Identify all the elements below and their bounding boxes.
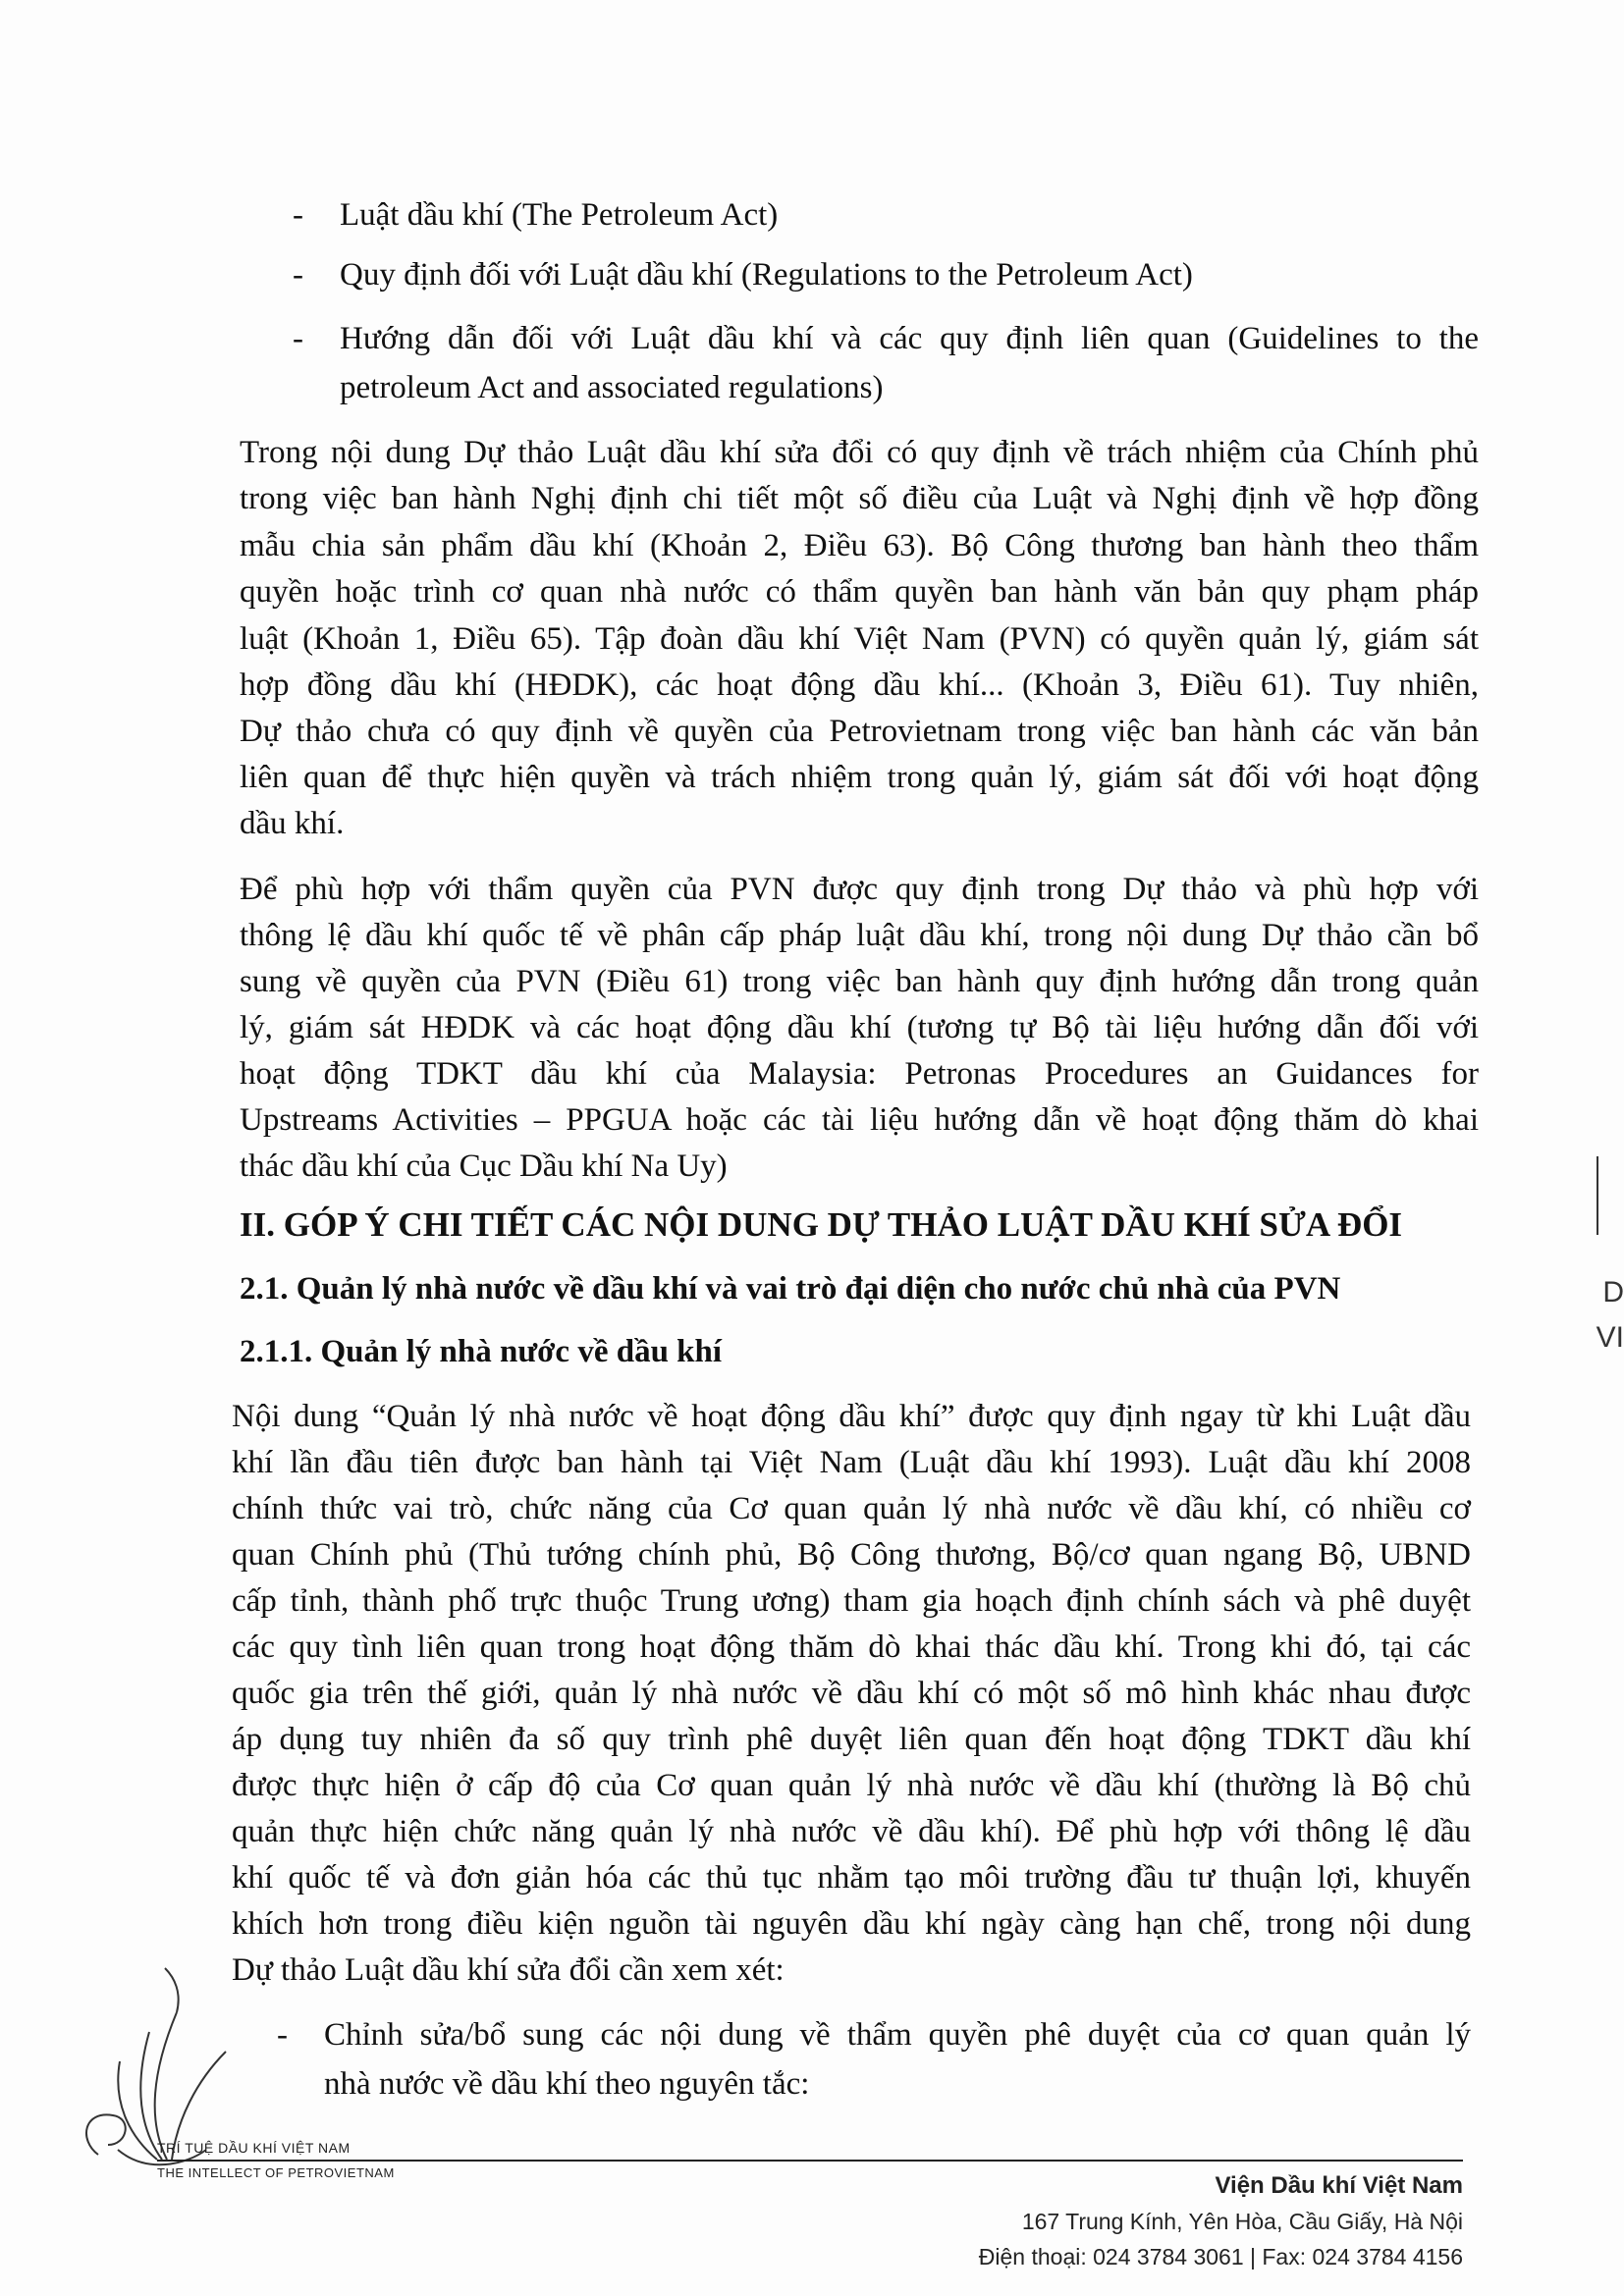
stamp-text: D [1602,1276,1624,1308]
paragraph-line: sung về quyền của PVN (Điều 61) trong việc ban hành quy định hướng dẫn trong quản [240,964,1479,999]
paragraph-line: dầu khí. [240,806,345,841]
stamp-text: VI [1596,1321,1624,1354]
bullet-dash: - [293,257,303,293]
paragraph-line: hoạt động TDKT dầu khí của Malaysia: Petronas Procedures an Guidances for [240,1056,1479,1092]
paragraph-line: Để phù hợp với thẩm quyền của PVN được quy định trong Dự thảo và phù hợp với [240,872,1479,907]
paragraph-line: liên quan để thực hiện quyền và trách nhiệm trong quản lý, giám sát đối với hoạt động [240,760,1479,795]
bullet-text: Hướng dẫn đối với Luật dầu khí và các quy định liên quan (Guidelines to the [340,321,1479,356]
paragraph-line: hợp đồng dầu khí (HĐDK), các hoạt động dầu khí... (Khoản 3, Điều 61). Tuy nhiên, [240,667,1479,703]
bullet-dash: - [277,2017,288,2053]
paragraph-line: khí lần đầu tiên được ban hành tại Việt Nam (Luật dầu khí 1993). Luật dầu khí 2008 [232,1445,1471,1480]
paragraph-line: cấp tỉnh, thành phố trực thuộc Trung ương) tham gia hoạch định chính sách và phê duyệt [232,1583,1471,1619]
paragraph-line: quốc gia trên thế giới, quản lý nhà nước về dầu khí có một số mô hình khác nhau được [232,1676,1471,1711]
paragraph-line: khích hơn trong điều kiện nguồn tài nguyên dầu khí ngày càng hạn chế, trong nội dung [232,1906,1471,1942]
paragraph-line: chính thức vai trò, chức năng của Cơ quan quản lý nhà nước về dầu khí, có nhiều cơ [232,1491,1471,1526]
footer-divider [157,2160,1463,2162]
bullet-text: Luật dầu khí (The Petroleum Act) [340,197,779,233]
footer-contact: Điện thoại: 024 3784 3061 | Fax: 024 3784 4156 [978,2244,1463,2269]
footer-logo-line2: THE INTELLECT OF PETROVIETNAM [157,2165,395,2180]
paragraph-line: khí quốc tế và đơn giản hóa các thủ tục nhằm tạo môi trường đầu tư thuận lợi, khuyến [232,1860,1471,1896]
paragraph-line: Dự thảo Luật dầu khí sửa đổi cần xem xét: [232,1952,785,1988]
paragraph-line: các quy tình liên quan trong hoạt động thăm dò khai thác dầu khí. Trong khi đó, tại các [232,1629,1471,1665]
paragraph-line: luật (Khoản 1, Điều 65). Tập đoàn dầu khí Việt Nam (PVN) có quyền quản lý, giám sát [240,621,1479,657]
footer-org-name: Viện Dầu khí Việt Nam [1215,2172,1463,2199]
paragraph-line: quyền hoặc trình cơ quan nhà nước có thẩm quyền ban hành văn bản quy phạm pháp [240,574,1479,610]
section-heading-2-1: 2.1. Quản lý nhà nước về dầu khí và vai trò đại diện cho nước chủ nhà của PVN [240,1271,1341,1307]
paragraph-line: Dự thảo chưa có quy định về quyền của Petrovietnam trong việc ban hành các văn bản [240,714,1479,749]
bullet-text: petroleum Act and associated regulations) [340,370,884,405]
paragraph-line: áp dụng tuy nhiên đa số quy trình phê duyệt liên quan đến hoạt động TDKT dầu khí [232,1722,1471,1757]
paragraph-line: Trong nội dung Dự thảo Luật dầu khí sửa đổi có quy định về trách nhiệm của Chính phủ [240,435,1479,470]
footer-logo-line1: TRÍ TUỆ DẦU KHÍ VIỆT NAM [157,2140,351,2156]
paragraph-line: thác dầu khí của Cục Dầu khí Na Uy) [240,1148,728,1184]
section-heading-II: II. GÓP Ý CHI TIẾT CÁC NỘI DUNG DỰ THẢO LUẬT DẦU KHÍ SỬA ĐỔI [240,1205,1403,1244]
paragraph-line: Upstreams Activities – PPGUA hoặc các tài liệu hướng dẫn về hoạt động thăm dò khai [240,1102,1479,1138]
footer-address: 167 Trung Kính, Yên Hòa, Cầu Giấy, Hà Nội [1021,2209,1463,2234]
paragraph-line: quan Chính phủ (Thủ tướng chính phủ, Bộ Công thương, Bộ/cơ quan ngang Bộ, UBND [232,1537,1471,1573]
paragraph-line: lý, giám sát HĐDK và các hoạt động dầu khí (tương tự Bộ tài liệu hướng dẫn đối với [240,1010,1479,1045]
stamp-fragment-icon [1597,1156,1624,1235]
bullet-dash: - [293,321,303,356]
paragraph-line: Nội dung “Quản lý nhà nước về hoạt động dầu khí” được quy định ngay từ khi Luật dầu [232,1399,1471,1434]
section-heading-2-1-1: 2.1.1. Quản lý nhà nước về dầu khí [240,1334,723,1369]
paragraph-line: quản thực hiện chức năng quản lý nhà nước về dầu khí). Để phù hợp với thông lệ dầu [232,1814,1471,1849]
bullet-text: Chỉnh sửa/bổ sung các nội dung về thẩm quyền phê duyệt của cơ quan quản lý [324,2017,1471,2053]
paragraph-line: trong việc ban hành Nghị định chi tiết một số điều của Luật và Nghị định về hợp đồng [240,481,1479,516]
paragraph-line: thông lệ dầu khí quốc tế về phân cấp pháp luật dầu khí, trong nội dung Dự thảo cần bổ [240,918,1479,953]
paragraph-line: được thực hiện ở cấp độ của Cơ quan quản lý nhà nước về dầu khí (thường là Bộ chủ [232,1768,1471,1803]
bullet-text: nhà nước về dầu khí theo nguyên tắc: [324,2066,810,2102]
paragraph-line: mẫu chia sản phẩm dầu khí (Khoản 2, Điều 63). Bộ Công thương ban hành theo thẩm [240,528,1479,563]
bullet-dash: - [293,197,303,233]
bullet-text: Quy định đối với Luật dầu khí (Regulations to the Petroleum Act) [340,257,1193,293]
